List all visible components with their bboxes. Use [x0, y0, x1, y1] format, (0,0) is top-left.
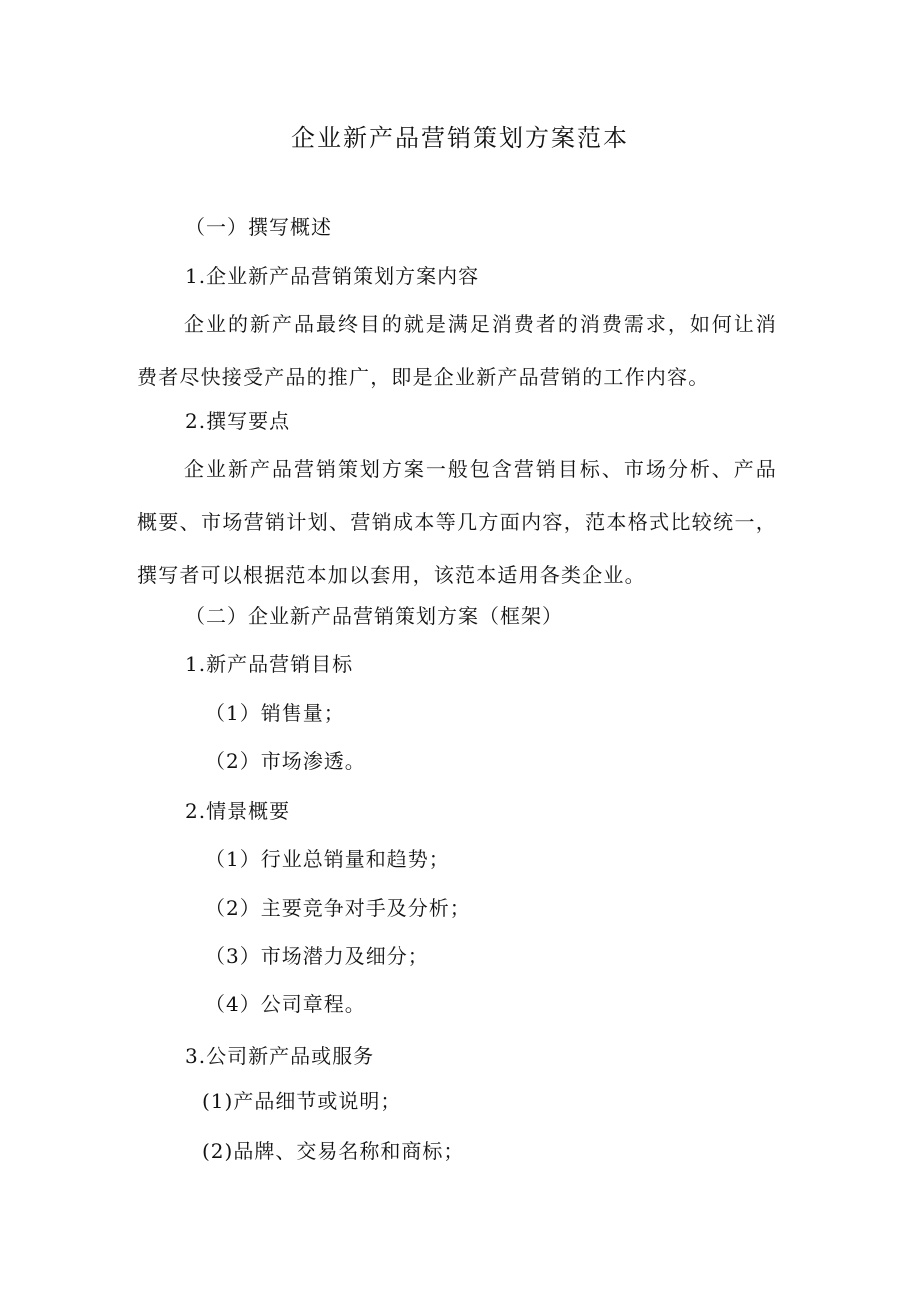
list-item: （1）销售量； — [205, 701, 345, 725]
list-item: （3）市场潜力及细分； — [205, 944, 429, 968]
paragraph-content: 企业的新产品最终目的就是满足消费者的消费需求，如何让消费者尽快接受产品的推广，即是企业新产品营销的工作内容。 — [137, 312, 777, 389]
list-item: （2）市场渗透。 — [205, 749, 366, 773]
item-heading-content: 1.企业新产品营销策划方案内容 — [185, 264, 480, 288]
paragraph-key-points: 企业新产品营销策划方案一般包含营销目标、市场分析、产品概要、市场营销计划、营销成本等几方面内容，范本格式比较统一，撰写者可以根据范本加以套用，该范本适用各类企业。 — [137, 457, 777, 587]
framework-heading-situation: 2.情景概要 — [185, 799, 291, 823]
framework-heading-products: 3.公司新产品或服务 — [185, 1044, 375, 1068]
list-item: (1)产品细节或说明； — [202, 1089, 402, 1113]
list-item: （1）行业总销量和趋势； — [205, 847, 450, 871]
framework-heading-goals: 1.新产品营销目标 — [185, 652, 354, 676]
list-item: （2）主要竞争对手及分析； — [205, 896, 471, 920]
list-item: (2)品牌、交易名称和商标； — [202, 1139, 465, 1163]
document-title: 企业新产品营销策划方案范本 — [291, 124, 629, 152]
list-item: （4）公司章程。 — [205, 992, 366, 1016]
section-heading-overview: （一）撰写概述 — [185, 215, 332, 239]
item-heading-key-points: 2.撰写要点 — [185, 409, 291, 433]
section-heading-framework: （二）企业新产品营销策划方案（框架） — [185, 604, 563, 628]
